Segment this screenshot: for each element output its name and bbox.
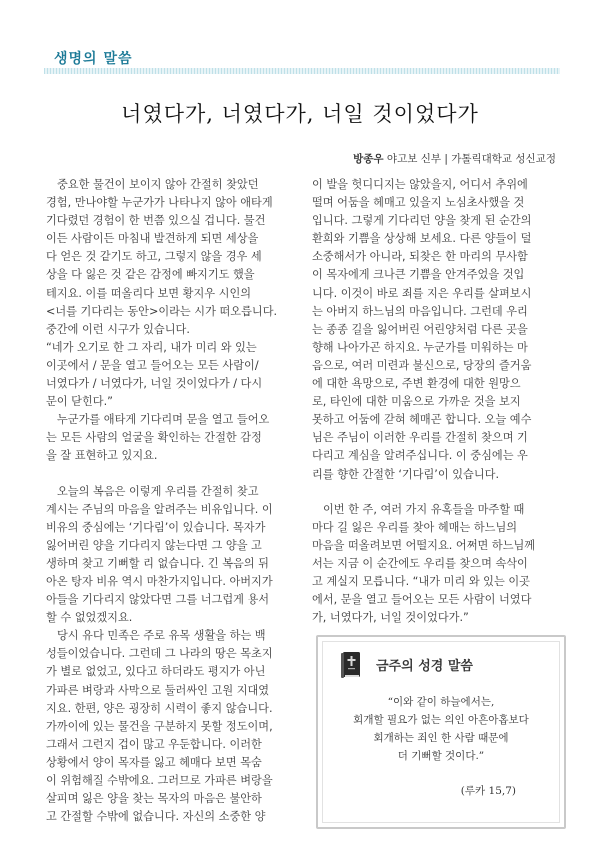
text-line: 니다. 이것이 바로 죄를 지은 우리를 살펴보시 [312,286,532,300]
text-line: 리를 향한 간절한 ‘기다림’이 있습니다. [312,467,500,481]
text-line: 못하고 어둠에 갇혀 헤매곤 합니다. 오늘 예수 [312,413,532,427]
text-line: 입니다. 그렇게 기다리던 양을 찾게 된 순간의 [312,214,532,228]
text-line: 아온 탕자 비유 역시 마찬가지입니다. 아버지가 [46,574,273,588]
text-line: 기다렸던 경험이 한 번쯤 있으실 겁니다. 물건 [46,214,266,228]
text-line: 에서, 문을 열고 들어오는 모든 사람이 너였다 [312,593,532,607]
text-line: 경험, 만나야할 누군가가 나타나지 않아 애타게 [46,196,273,210]
text-line: 비유의 중심에는 ‘기다림’이 있습니다. 목자가 [46,520,266,534]
text-line: 생하며 찾고 기뻐할 리 없습니다. 긴 복음의 뒤 [46,556,269,570]
right-column [312,176,562,627]
text-line: 문이 닫힌다.” [46,395,113,409]
weekly-verse-box [316,635,566,829]
text-line: 가까이에 있는 물건을 구분하지 못할 정도이며, [46,719,273,733]
text-line: 는 종종 길을 잃어버린 어린양처럼 다른 곳을 [312,322,528,336]
text-line: 이 발을 헛디디지는 않았을지, 어디서 추위에 [312,178,528,191]
text-line: 이곳에서 / 문을 열고 들어오는 모든 사람이/ [46,358,259,372]
text-line: 소중해서가 아니라, 되찾은 한 마리의 무사함 [312,250,528,264]
text-line: 음으로, 여러 미련과 불신으로, 당장의 즐거움 [312,358,532,372]
verse-box-title: 금주의 성경 말씀 [376,659,473,674]
text-line: 살피며 잃은 양을 찾는 목자의 마음은 불안하 [46,792,262,806]
verse-text [324,693,558,765]
article-title: 너였다가, 너였다가, 너일 것이었다가 [121,102,479,126]
paragraph-gap [312,484,562,501]
text-line: 서는 지금 이 순간에도 우리를 찾으며 속삭이 [312,556,528,570]
verse-line: 회개하는 죄인 한 사람 때문에 [373,732,509,744]
text-line: 당시 유다 민족은 주로 유목 생활을 하는 백 [57,629,266,643]
text-line: 이든 사람이든 마침내 발견하게 되면 세상을 [46,232,259,246]
text-line: 고 간절할 수밖에 없습니다. 자신의 소중한 양 [46,810,266,824]
left-column [46,176,296,826]
text-line: 다 얻은 것 같기도 하고, 그렇지 않을 경우 세 [46,250,262,264]
text-line: 님은 주님이 이러한 우리를 간절히 찾으며 기 [312,431,528,445]
section-label: 생명의 말씀 [54,51,133,67]
text-line: 너였다가 / 너였다가, 너일 것이었다가 / 다시 [46,377,263,391]
verse-reference: (루카 15,7) [460,785,516,797]
text-line: 을 잘 표현하고 있지요. [46,449,158,463]
text-line: 중요한 물건이 보이지 않아 간절히 찾았던 [57,178,259,191]
text-line: 오늘의 복음은 이렇게 우리를 간절히 찾고 [57,484,259,498]
byline-separator: | [444,153,448,165]
text-line: 환희와 기쁨을 상상해 보세요. 다른 양들이 덜 [312,232,532,246]
text-line: 마음을 떠올려보면 어떨지요. 어쩌면 하느님께 [312,538,536,552]
text-line: 로, 타인에 대한 미움으로 가까운 것을 보지 [312,395,521,409]
paragraph-gap [46,466,296,483]
text-line: 테지요. 이를 떠올리다 보면 황지우 시인의 [46,286,252,300]
text-line: 에 대한 욕망으로, 주변 환경에 대한 원망으 [312,377,521,391]
verse-line: “이와 같이 하늘에서는, [387,696,495,708]
text-line: 이 목자에게 크나큰 기쁨을 안겨주었을 것입 [312,268,525,282]
text-line: 가 별로 없었고, 있다고 하더라도 평지가 아닌 [46,665,266,679]
text-line: 계시는 주님의 마음을 알려주는 비유입니다. 이 [46,502,273,516]
text-line: 잃어버린 양을 기다리지 않는다면 그 양을 고 [46,538,262,552]
text-line: “네가 오기로 한 그 자리, 내가 미리 와 있는 [46,340,257,354]
text-line: 고 계실지 모릅니다. “내가 미리 와 있는 이곳 [312,574,530,588]
text-line: 상황에서 양이 목자를 잃고 헤매다 보면 목숨 [46,755,262,769]
text-line: 가파른 벼랑과 사막으로 둘러싸인 고원 지대였 [46,683,270,697]
text-line: 떨며 어둠을 헤매고 있을지 노심초사했을 것 [312,196,525,210]
text-line: <너를 기다리는 동안>이라는 시가 떠오릅니다. [46,304,278,318]
author-role: 야고보 신부 [386,153,441,165]
text-line: 누군가를 애타게 기다리며 문을 열고 들어오 [57,413,270,427]
text-line: 아들을 기다리지 않았다면 그를 너그럽게 용서 [46,593,270,607]
text-line: 향해 나아가곤 하지요. 누군가를 미워하는 마 [312,340,528,354]
author-name: 방종우 [353,153,384,165]
section-header [44,40,560,74]
text-line: 중간에 이런 시구가 있습니다. [46,322,190,336]
text-line: 는 모든 사람의 얼굴을 확인하는 간절한 감정 [46,431,262,445]
header-rule [44,68,560,74]
text-line: 성들이었습니다. 그런데 그 나라의 땅은 목초지 [46,647,273,661]
verse-line: 회개할 필요가 없는 의인 아흔아홉보다 [353,714,529,726]
text-line: 이번 한 주, 여러 가지 유혹들을 마주할 때 [323,502,525,516]
text-line: 그래서 그런지 겁이 많고 우둔합니다. 이러한 [46,737,262,751]
text-line: 지요. 한편, 양은 굉장히 시력이 좋지 않습니다. [46,701,273,715]
text-line: 는 아버지 하느님의 마음입니다. 그런데 우리 [312,304,528,318]
text-line: 이 위험해질 수밖에요. 그러므로 가파른 벼랑을 [46,774,273,787]
text-line: 할 수 없었겠지요. [46,611,133,625]
text-line: 상을 다 잃은 것 같은 감정에 빠지기도 했을 [46,268,255,282]
text-line: 마다 길 잃은 우리를 찾아 헤매는 하느님의 [312,520,518,534]
verse-line: 더 기뻐할 것이다.” [397,750,485,762]
byline [353,151,556,166]
text-line: 다리고 계심을 알려주십니다. 이 중심에는 우 [312,449,528,463]
bible-book-icon [340,651,362,679]
author-affiliation: 가톨릭대학교 성신교정 [451,153,556,165]
text-line: 가, 너였다가, 너일 것이었다가.” [312,611,469,625]
